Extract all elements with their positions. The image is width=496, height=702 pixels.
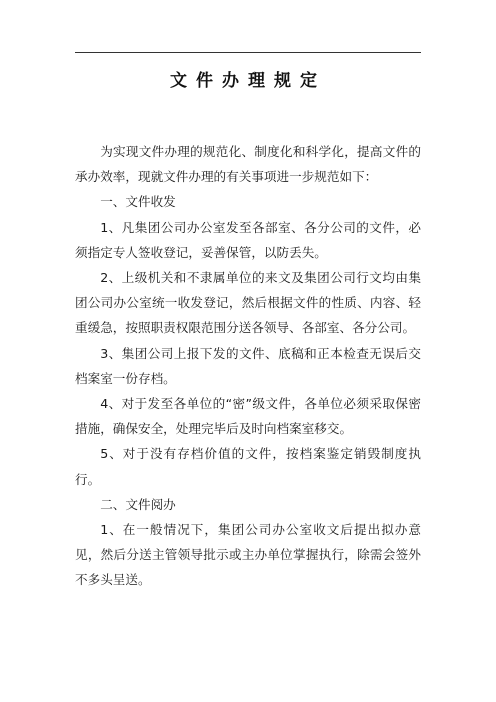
document-body (75, 139, 421, 593)
section-heading-receipt: 一、文件收发 (100, 194, 176, 210)
paragraph-item: 4、对于发至各单位的“密”级文件，各单位必须采取保密措施，确保安全，处理完毕后及时向档案室移交。 (75, 396, 421, 437)
paragraph-item: 1、凡集团公司办公室发至各部室、各分公司的文件，必须指定专人签收登记，妥善保管，以防丢失。 (75, 219, 421, 260)
paragraph-item: 3、集团公司上报下发的文件、底稿和正本检查无误后交档案室一份存档。 (75, 345, 421, 386)
paragraph-intro: 为实现文件办理的规范化、制度化和科学化，提高文件的承办效率，现就文件办理的有关事项进一步规范如下： (75, 144, 421, 185)
paragraph-item: 2、上级机关和不隶属单位的来文及集团公司行文均由集团公司办公室统一收发登记，然后根据文件的性质、内容、轻重缓急，按照职责权限范围分送各领导、各部室、各分公司。 (75, 270, 421, 336)
section-heading-reading: 二、文件阅办 (100, 496, 176, 512)
paragraph-item: 5、对于没有存档价值的文件，按档案鉴定销毁制度执行。 (75, 446, 421, 487)
paragraph-item: 1、在一般情况下，集团公司办公室收文后提出拟办意见，然后分送主管领导批示或主办单位掌握执行，除需会签外不多头呈送。 (75, 522, 421, 588)
document-title: 文件办理规定 (170, 71, 326, 91)
header-rule (75, 52, 421, 53)
